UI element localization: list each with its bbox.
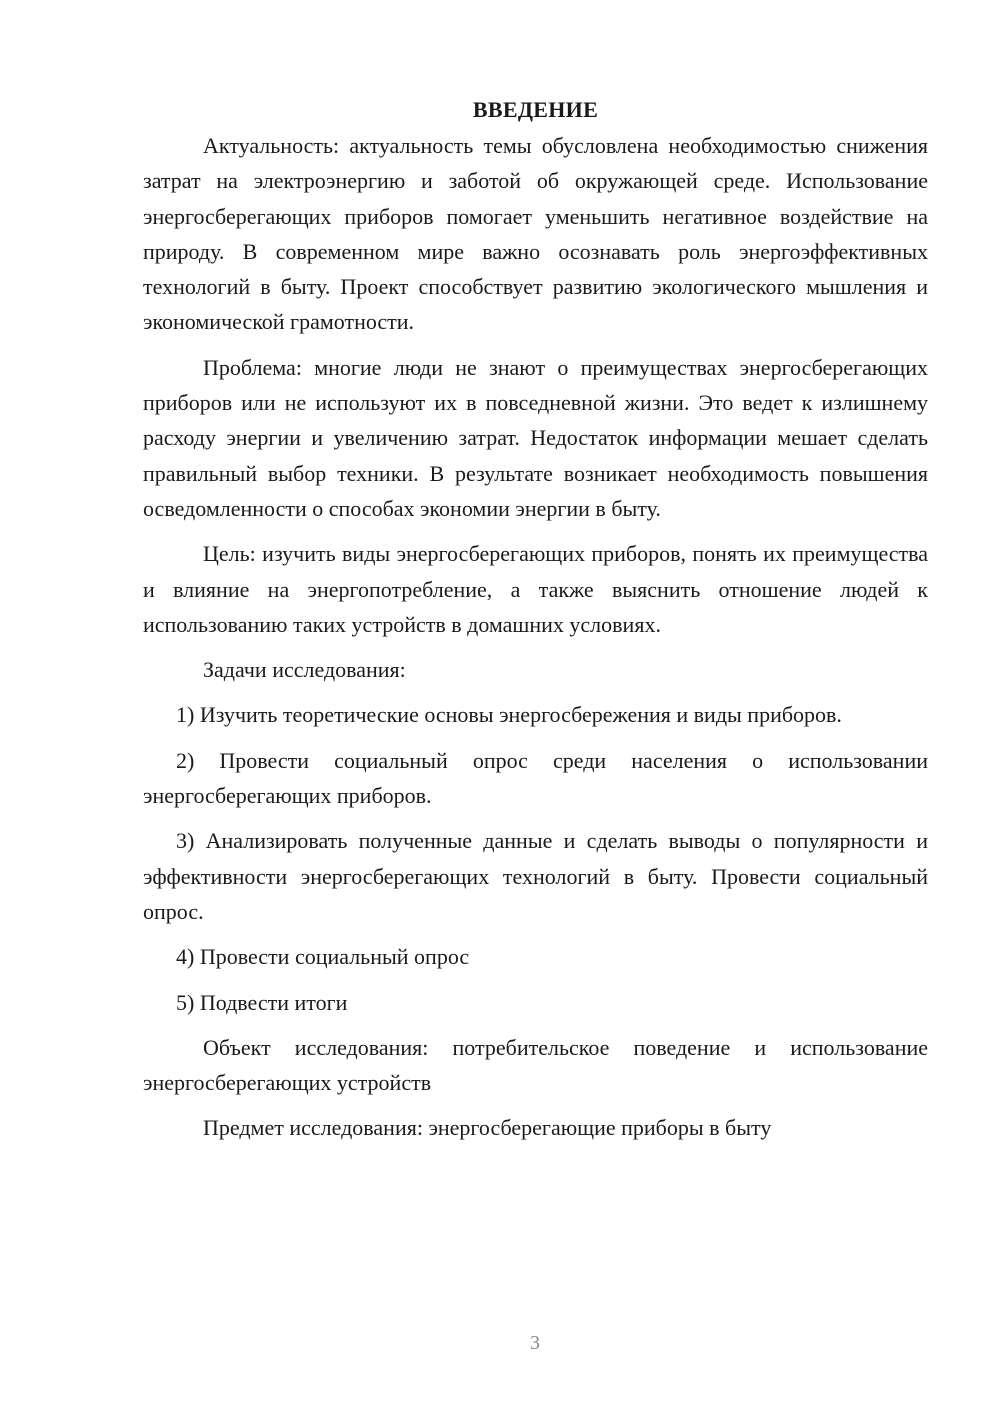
paragraph-tasks-heading: Задачи исследования: — [203, 657, 406, 683]
paragraph-relevance: Актуальность: актуальность темы обусловлена необходимостью снижения затрат на электроэнергию и заботой об окружающей среде. Использование энергосберегающих приборов помогает уменьшить негативное воздействие на природу. В современном мире важно осознавать роль энергоэффективных технологий в быту. Проект способствует развитию экологического мышления и экономической грамотности. — [143, 133, 928, 335]
paragraph-object: Объект исследования: потребительское поведение и использование энергосберегающих устройств — [143, 1034, 928, 1096]
task-item-1: 1) Изучить теоретические основы энергосбережения и виды приборов. — [176, 702, 842, 728]
page-title: ВВЕДЕНИЕ — [472, 97, 599, 122]
paragraph-problem: Проблема: многие люди не знают о преимуществах энергосберегающих приборов или не используют их в повседневной жизни. Это ведет к излишнему расходу энергии и увеличению затрат. Недостаток информации мешает сделать правильный выбор техники. В результате возникает необходимость повышения осведомленности о способах экономии энергии в быту. — [143, 354, 928, 521]
paragraph-subject: Предмет исследования: энергосберегающие приборы в быту — [203, 1115, 772, 1141]
document-page — [143, 92, 928, 1156]
paragraph-goal: Цель: изучить виды энергосберегающих приборов, понять их преимущества и влияние на энергопотребление, а также выяснить отношение людей к использованию таких устройств в домашних условиях. — [143, 541, 928, 637]
task-item-5: 5) Подвести итоги — [176, 989, 348, 1015]
task-item-3: 3) Анализировать полученные данные и сделать выводы о популярности и эффективности энергосберегающих технологий в быту. Провести социальный опрос. — [143, 828, 928, 924]
task-item-4: 4) Провести социальный опрос — [176, 944, 470, 970]
task-item-2: 2) Провести социальный опрос среди населения о использовании энергосберегающих приборов. — [143, 747, 928, 809]
page-number: 3 — [530, 1332, 540, 1354]
